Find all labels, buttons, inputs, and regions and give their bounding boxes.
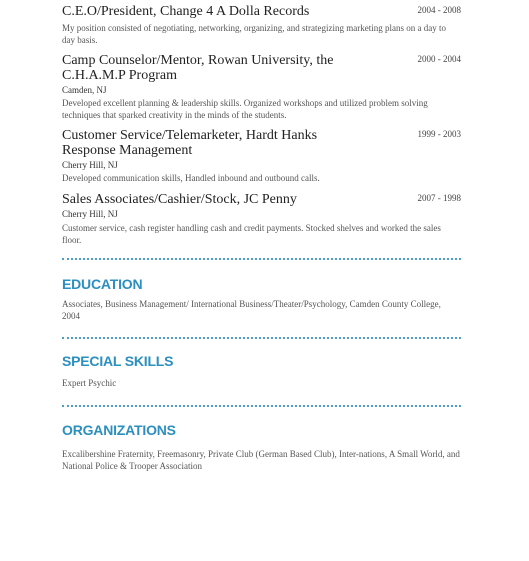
job-title: Sales Associates/Cashier/Stock, JC Penny	[62, 192, 297, 207]
job-dates: 2000 - 2004	[417, 54, 461, 64]
job-description: Developed communication skills, Handled inbound and outbound calls.	[62, 173, 320, 183]
job-title: Camp Counselor/Mentor, Rowan University, the C.H.A.M.P Program	[62, 53, 334, 83]
job-dates: 2004 - 2008	[417, 5, 461, 15]
job-header	[62, 128, 461, 158]
skills-section	[62, 353, 461, 389]
section-divider	[62, 258, 461, 260]
job-header	[62, 53, 461, 83]
job-location: Camden, NJ	[62, 85, 107, 95]
job-entry	[62, 53, 461, 121]
organizations-section	[62, 422, 461, 472]
section-divider	[62, 337, 461, 339]
education-text: Associates, Business Management/ International Business/Theater/Psychology, Camden County College, 2004	[62, 299, 441, 321]
job-title: Customer Service/Telemarketer, Hardt Hanks Response Management	[62, 128, 318, 158]
skills-text: Expert Psychic	[62, 378, 117, 388]
job-entry	[62, 4, 461, 46]
job-header	[62, 4, 461, 19]
education-section	[62, 276, 461, 322]
job-description: Developed excellent planning & leadership skills. Organized workshops and utilized problem solving techniques that sparked creativity in the minds of the students.	[62, 98, 428, 120]
organizations-heading: ORGANIZATIONS	[62, 422, 176, 438]
job-dates: 1999 - 2003	[417, 129, 461, 139]
job-location: Cherry Hill, NJ	[62, 209, 118, 219]
job-description: Customer service, cash register handling cash and credit payments. Stocked shelves and worked the sales floor.	[62, 223, 441, 245]
job-location: Cherry Hill, NJ	[62, 160, 118, 170]
education-heading: EDUCATION	[62, 276, 143, 292]
job-title: C.E.O/President, Change 4 A Dolla Records	[62, 4, 310, 19]
job-entry	[62, 192, 461, 246]
job-entry	[62, 128, 461, 184]
job-header	[62, 192, 461, 207]
section-divider	[62, 405, 461, 407]
skills-heading: SPECIAL SKILLS	[62, 353, 174, 369]
job-dates: 2007 - 1998	[417, 193, 461, 203]
job-description: My position consisted of negotiating, networking, organizing, and strategizing marketing plans on a day to day basis.	[62, 23, 447, 45]
organizations-text: Excalibershine Fraternity, Freemasonry, Private Club (German Based Club), Inter-nations, A Small World, and National Police & Trooper Association	[62, 449, 460, 471]
